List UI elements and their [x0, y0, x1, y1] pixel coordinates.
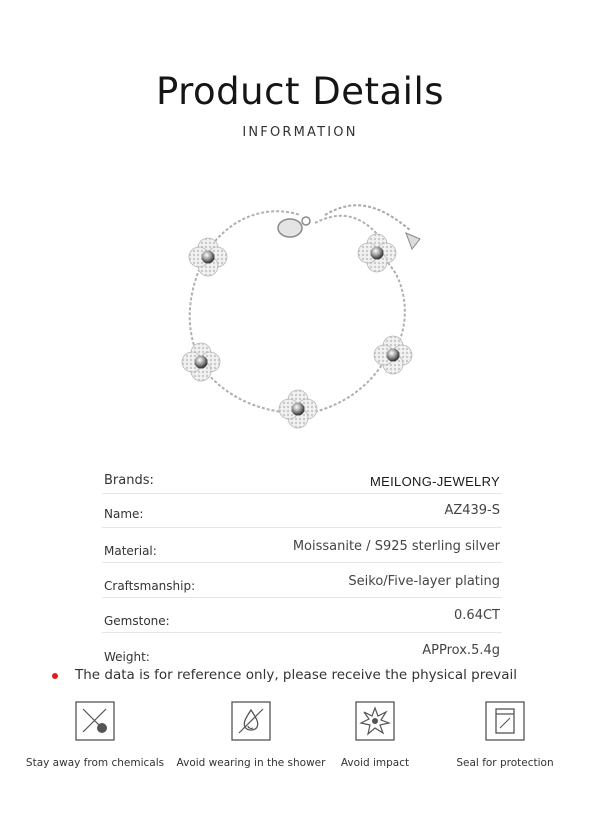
chemicals-icon [74, 700, 116, 742]
bracelet-product-image [140, 185, 460, 440]
page-title: Product Details [155, 70, 445, 113]
spec-row-brand [102, 460, 502, 494]
spec-value: Seiko/Five-layer plating [348, 574, 500, 589]
spec-row-craftsmanship [102, 563, 502, 598]
impact-icon [354, 700, 396, 742]
care-caption: Stay away from chemicals [25, 757, 165, 769]
spec-label: Gemstone: [104, 614, 170, 628]
spec-row-weight [102, 633, 502, 667]
spec-value: Moissanite / S925 sterling silver [292, 539, 500, 554]
spec-label: Name: [104, 507, 144, 521]
spec-label: Brands: [104, 473, 154, 488]
spec-value: AZ439-S [444, 503, 500, 518]
spec-value: APProx.5.4g [422, 643, 500, 658]
care-caption: Avoid impact [340, 757, 410, 769]
care-item-chemicals [20, 700, 170, 769]
page-subtitle: INFORMATION [242, 125, 358, 140]
spec-value: MEILONG-JEWELRY [370, 474, 500, 489]
shower-drop-icon [230, 700, 272, 742]
spec-label: Weight: [104, 650, 150, 664]
care-item-seal [430, 700, 580, 769]
spec-table [102, 460, 502, 667]
care-instructions [0, 700, 600, 790]
care-caption: Seal for protection [456, 757, 554, 769]
spec-row-name [102, 494, 502, 528]
care-item-impact [300, 700, 450, 769]
spec-label: Craftsmanship: [104, 579, 196, 593]
red-dot-icon [52, 673, 58, 679]
seal-bag-icon [484, 700, 526, 742]
spec-value: 0.64CT [454, 608, 500, 623]
care-caption: Avoid wearing in the shower [176, 757, 326, 769]
spec-label: Material: [104, 544, 157, 558]
spec-row-material [102, 528, 502, 563]
reference-note-text: The data is for reference only, please receive the physical prevail [75, 667, 518, 683]
spec-row-gemstone [102, 598, 502, 633]
